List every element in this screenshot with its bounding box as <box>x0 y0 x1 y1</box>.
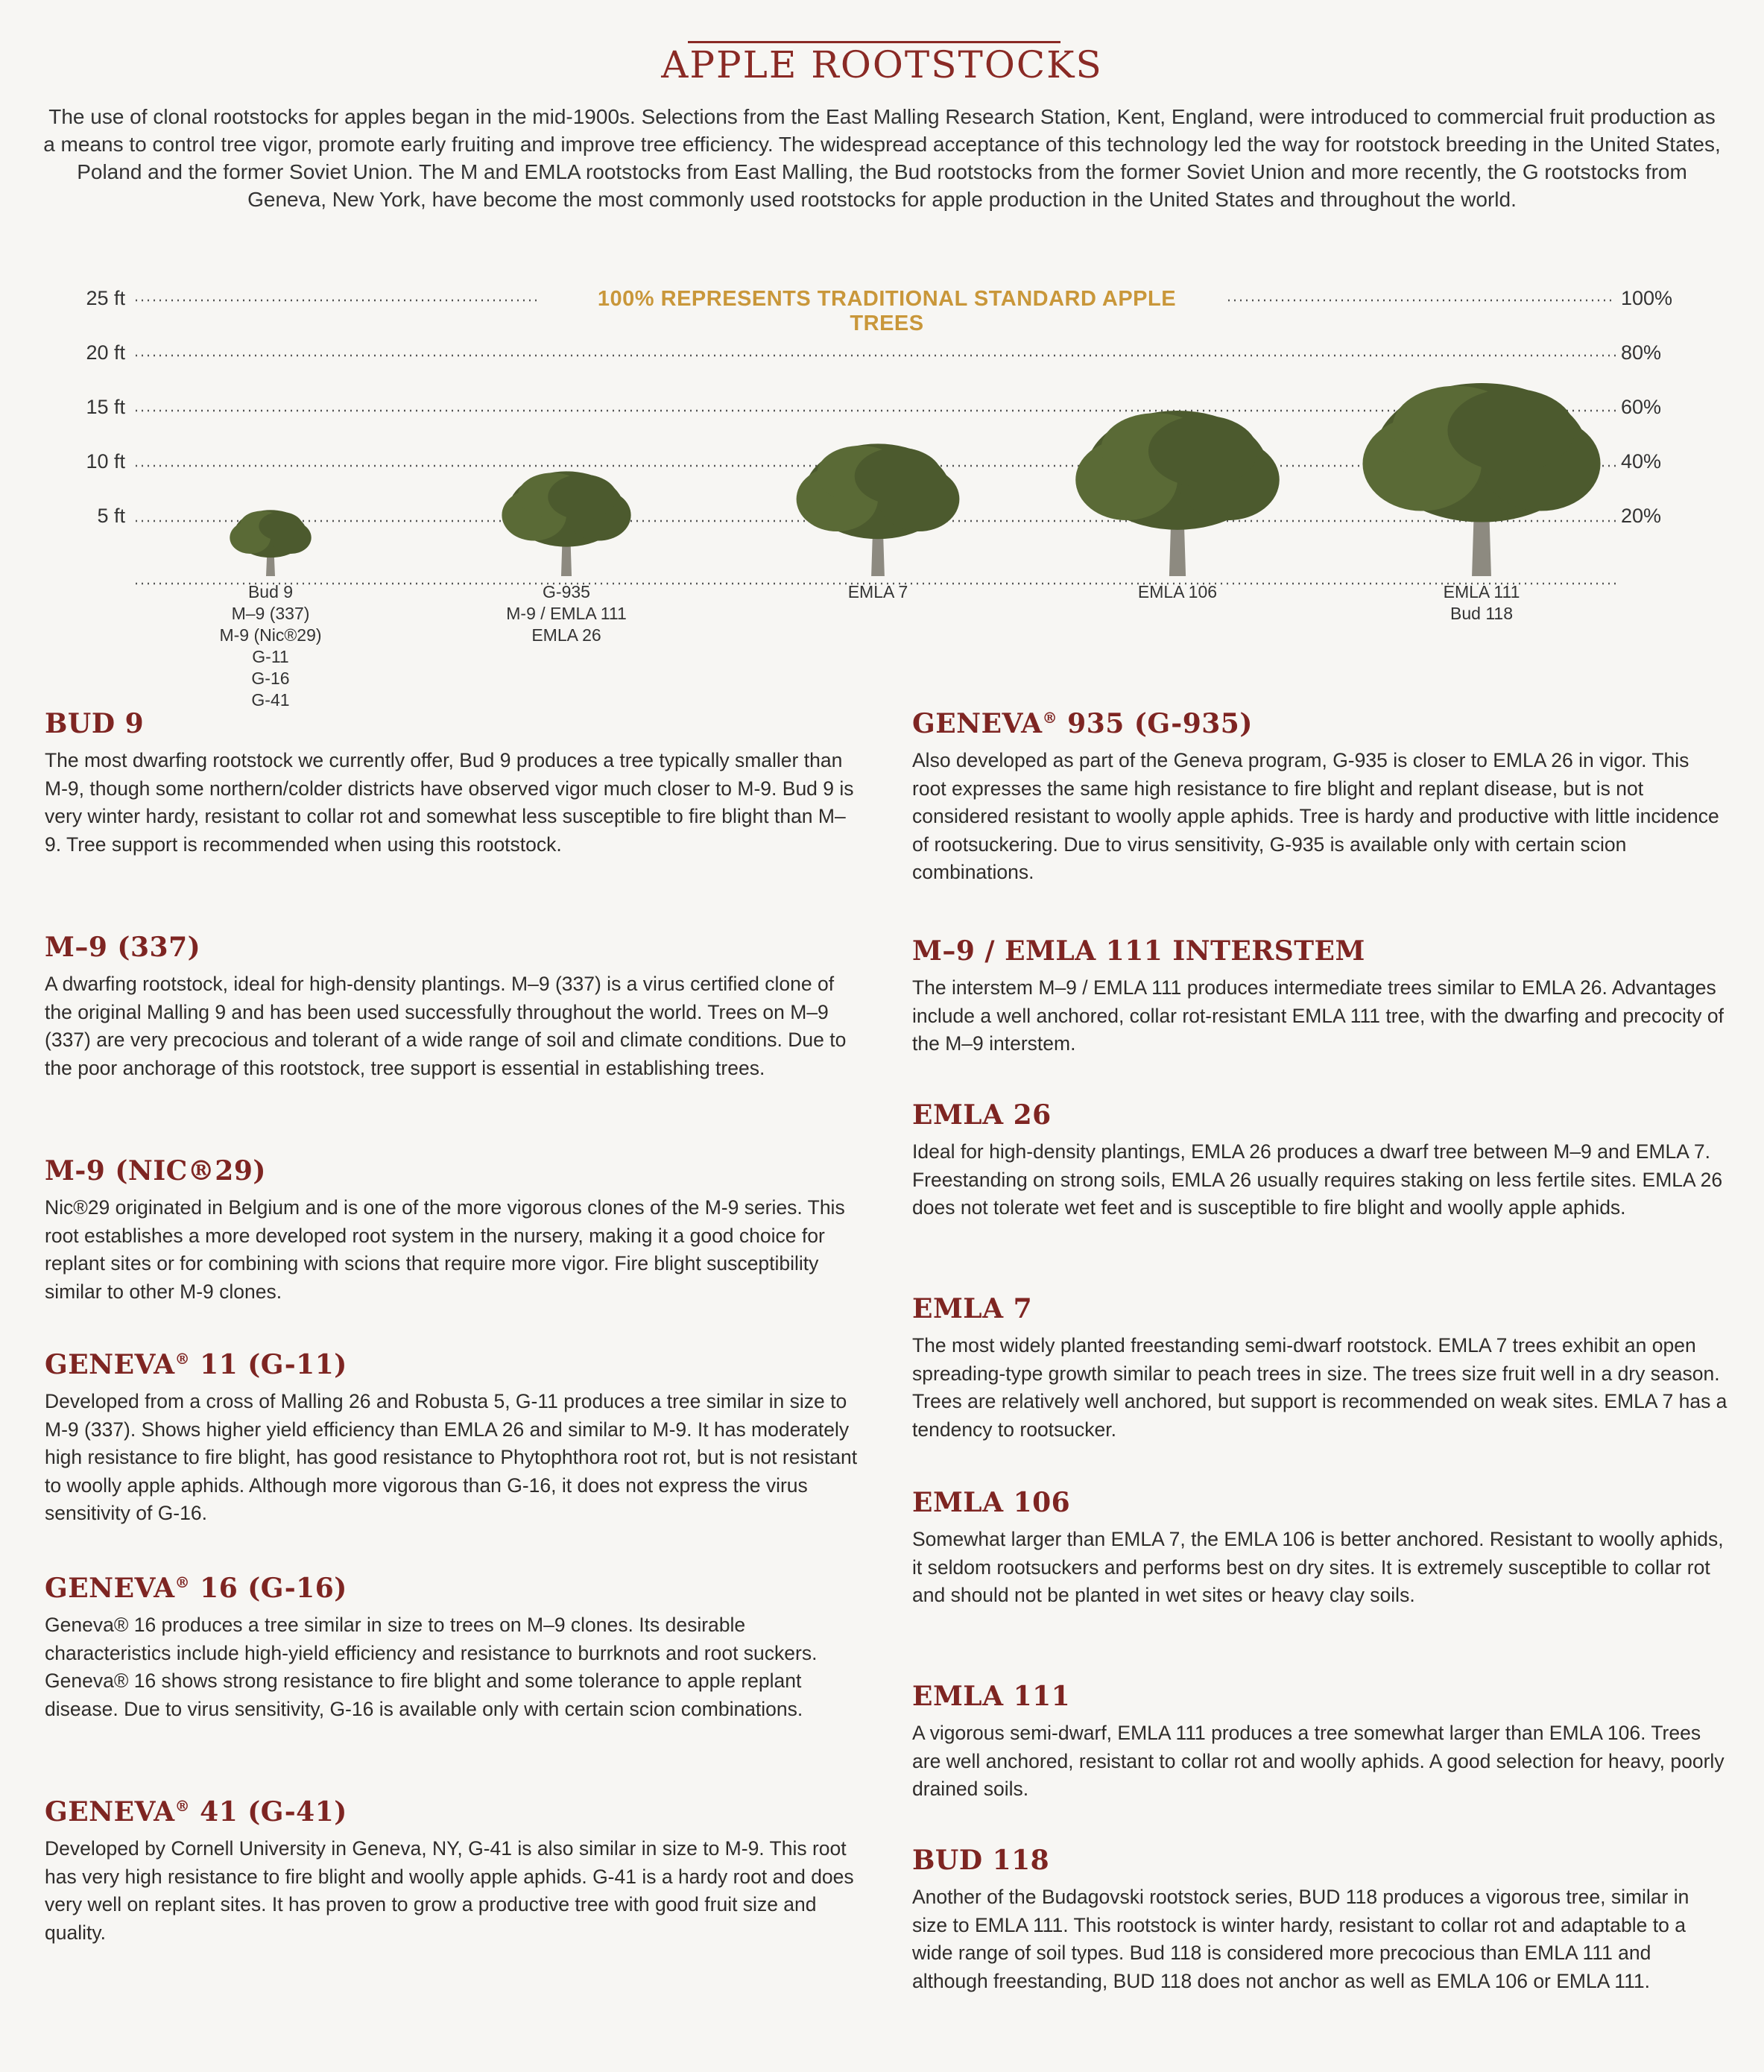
section-g41 <box>45 1796 861 1947</box>
section-m9-emla111 <box>912 935 1728 1058</box>
tree-crown <box>1148 415 1258 487</box>
section-text: Developed from a cross of Malling 26 and Robusta 5, G-11 produces a tree similar in size to M-9 (337). Shows higher yield efficiency than EMLA 26 and similar to M-9. It has moderately high resistance to fire blight, has good resistance to Phytophthora root rot, but is not resistant to woolly apple aphids. Although more vigorous than G-16, it does not express the virus sensitivity of G-16. <box>45 1390 858 1524</box>
section-text: Geneva® 16 produces a tree similar in size to trees on M–9 clones. Its desirable characteristics include high-yield efficiency and resistance to burrknots and root suckers. Geneva® 16 shows strong resistance to fire blight and some tolerance to apple replant disease. Due to virus sensitivity, G-16 is available only with certain scion combinations. <box>45 1614 818 1720</box>
right-tick-20: 20% <box>1621 505 1662 527</box>
section-heading: M–9 (337) <box>45 932 201 963</box>
rootstock-height-chart <box>0 276 1764 723</box>
left-tick-5: 5 ft <box>97 505 125 527</box>
intro-paragraph: The use of clonal rootstocks for apples began in the mid-1900s. Selections from the East Malling Research Station, Kent, England, were introduced to commercial fruit production as a means to control tree vigor, promote early fruiting and improve tree efficiency. The widespread acceptance of this technology led the way for rootstock breeding in the United States, Poland and the former Soviet Union. The M and EMLA rootstocks from East Malling, the Bud rootstocks from the former Soviet Union and more recently, the G rootstocks from Geneva, New York, have become the most commonly used rootstocks for apple production in the United States and throughout the world. <box>43 105 1721 211</box>
section-heading: EMLA 106 <box>912 1487 1071 1518</box>
tree-crown <box>1447 388 1575 472</box>
section-heading: GENEVA® 41 (G-41) <box>45 1796 347 1828</box>
label-emla106: EMLA 106 <box>1137 582 1218 601</box>
label-g41: G-41 <box>251 690 290 710</box>
section-heading: GENEVA® 16 (G-16) <box>45 1573 347 1604</box>
left-tick-10: 10 ft <box>86 450 125 473</box>
label-m9-emla111: M-9 / EMLA 111 <box>506 604 627 623</box>
section-text: A vigorous semi-dwarf, EMLA 111 produces a tree somewhat larger than EMLA 106. Trees are well anchored, resistant to collar rot and woolly aphids. A good selection for heavy, poorly drained soils. <box>912 1722 1725 1800</box>
label-g935: G-935 <box>543 582 590 601</box>
left-tick-15: 15 ft <box>86 396 125 418</box>
section-text: The most widely planted freestanding semi-dwarf rootstock. EMLA 7 trees exhibit an open spreading-type growth similar to peach trees in size. The trees size fruit well in a dry season. Trees are relatively well anchored, but support is recommended on weak sites. EMLA 7 has a tendency to rootsucker. <box>912 1334 1727 1441</box>
label-emla111: EMLA 111 <box>1443 582 1520 601</box>
section-g11 <box>45 1349 861 1528</box>
section-text: Nic®29 originated in Belgium and is one of the more vigorous clones of the M-9 series. This root establishes a more developed root system in the nursery, making it a good choice for replant sites or for combining with scions that require more vigor. Fire blight susceptibility similar to other M-9 clones. <box>45 1196 845 1303</box>
right-tick-40: 40% <box>1621 450 1662 473</box>
group-label-emla7 <box>766 581 990 603</box>
section-g16 <box>45 1573 861 1723</box>
label-emla26: EMLA 26 <box>531 625 601 645</box>
tree-mark-2 <box>502 471 630 576</box>
section-heading: EMLA 26 <box>912 1099 1052 1131</box>
right-tick-100: 100% <box>1621 287 1673 309</box>
label-g11: G-11 <box>252 647 289 666</box>
section-bud9 <box>45 708 861 859</box>
tree-mark-5 <box>1362 383 1600 576</box>
section-heading: M-9 (NIC®29) <box>45 1155 266 1187</box>
label-g16: G-16 <box>251 669 290 688</box>
label-m9-nic29: M-9 (Nic®29) <box>219 625 322 645</box>
section-text: A dwarfing rootstock, ideal for high-density plantings. M–9 (337) is a virus certified clone of the original Malling 9 and has been used successfully throughout the world. Trees on M–9 (337) are very precocious and tolerant of a wide range of soil and climate conditions. Due to the poor anchorage of this rootstock, tree support is essential in establishing trees. <box>45 973 847 1079</box>
section-heading: GENEVA® 935 (G-935) <box>912 708 1253 739</box>
section-m9-337 <box>45 932 861 1082</box>
tree-mark-4 <box>1075 411 1280 576</box>
left-tick-25: 25 ft <box>86 287 125 309</box>
chart-banner: 100% REPRESENTS TRADITIONAL STANDARD APPLE TREES <box>597 287 1177 335</box>
section-text: Ideal for high-density plantings, EMLA 26 produces a dwarf tree between M–9 and EMLA 7. Freestanding on strong soils, EMLA 26 usually requires staking on less fertile sites. EMLA 26 does not tolerate wet feet and is susceptible to fire blight and woolly apple aphids. <box>912 1140 1723 1219</box>
section-emla111 <box>912 1681 1728 1804</box>
section-text: Also developed as part of the Geneva program, G-935 is closer to EMLA 26 in vigor. This root expresses the same high resistance to fire blight and replant disease, but is not considered resistant to woolly apple aphids. Tree is hardy and productive with little incidence of rootsuckering. Due to virus sensitivity, G-935 is available only with certain scion combinations. <box>912 749 1719 883</box>
section-text: The interstem M–9 / EMLA 111 produces intermediate trees similar to EMLA 26. Advantages include a well anchored, collar rot-resistant EMLA 111 tree, with the dwarfing and precocity of the M–9 interstem. <box>912 976 1725 1055</box>
tree-crown <box>855 448 942 505</box>
section-heading: BUD 118 <box>912 1845 1050 1876</box>
section-bud118 <box>912 1845 1728 1995</box>
section-m9-nic29 <box>45 1155 861 1306</box>
group-label-emla106 <box>1066 581 1289 603</box>
left-tick-20: 20 ft <box>86 341 125 364</box>
group-label-dwarf <box>159 581 382 711</box>
tree-crown <box>259 512 303 540</box>
section-text: Somewhat larger than EMLA 7, the EMLA 106 is better anchored. Resistant to woolly aphids, it seldom rootsuckers and performs best on dry sites. It is extremely susceptible to collar rot and should not be planted in wet sites or heavy clay soils. <box>912 1528 1724 1606</box>
section-text: Another of the Budagovski rootstock series, BUD 118 produces a vigorous tree, similar in size to EMLA 111. This rootstock is winter hardy, resistant to collar rot and adaptable to a wide range of soil types. Bud 118 is considered more precocious than EMLA 111 and although freestanding, BUD 118 does not anchor as well as EMLA 106 or EMLA 111. <box>912 1886 1689 1992</box>
group-label-semi-dwarf <box>455 581 678 646</box>
tree-mark-1 <box>230 510 311 576</box>
group-label-vigorous <box>1370 581 1593 625</box>
label-emla7: EMLA 7 <box>847 582 908 601</box>
section-text: Developed by Cornell University in Geneva, NY, G-41 is also similar in size to M-9. This root has very high resistance to fire blight and woolly apple aphids. G-41 is a hardy root and does very well on replant sites. It has proven to grow a productive tree with good fruit size and quality. <box>45 1837 854 1944</box>
label-bud9: Bud 9 <box>247 582 294 601</box>
right-tick-80: 80% <box>1621 341 1662 364</box>
section-emla7 <box>912 1293 1728 1444</box>
section-g935 <box>912 708 1728 887</box>
section-heading: EMLA 111 <box>912 1681 1071 1712</box>
section-heading: GENEVA® 11 (G-11) <box>45 1349 347 1380</box>
section-heading: EMLA 7 <box>912 1293 1033 1324</box>
section-heading: M–9 / EMLA 111 INTERSTEM <box>912 935 1365 967</box>
tree-crown <box>548 474 617 519</box>
label-bud118: Bud 118 <box>1450 604 1513 623</box>
section-emla106 <box>912 1487 1728 1610</box>
tree-mark-3 <box>797 443 960 576</box>
label-m9-337: M–9 (337) <box>231 604 310 623</box>
page-title: APPLE ROOTSTOCKS <box>661 43 1103 86</box>
right-tick-60: 60% <box>1621 396 1662 418</box>
section-heading: BUD 9 <box>45 708 145 739</box>
section-text: The most dwarfing rootstock we currently offer, Bud 9 produces a tree typically smaller than M-9, though some northern/colder districts have observed vigor much closer to M-9. Bud 9 is very winter hardy, resistant to collar rot and somewhat less susceptible to fire blight than M–9. Tree support is recommended when using this rootstock. <box>45 749 854 856</box>
section-emla26 <box>912 1099 1728 1222</box>
